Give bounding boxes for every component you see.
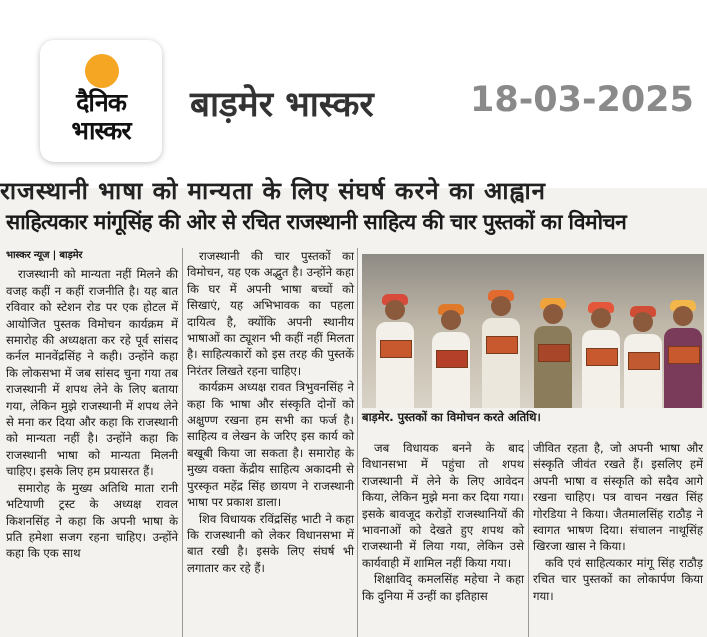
paragraph: कवि एवं साहित्यकार मांगू सिंह राठौड़ रचित चार पुस्तकों का लोकार्पण किया गया। <box>533 555 703 603</box>
logo-text-line2: भास्कर <box>71 116 131 145</box>
person-figure <box>664 306 702 408</box>
paragraph: जीवित रहता है, जो अपनी भाषा और संस्कृति जीवंत रखते हैं। इसलिए हमें अपनी भाषा व संस्कृति को सदैव आगे रखना चाहिए। पत्र वाचन नखत सिंह गोरडिया ने किया। जैतमालसिंह राठौड़ ने स्वागत भाषण दिया। संचालन नाथूसिंह खिरजा खास ने किया। <box>533 441 703 554</box>
person-figure <box>624 312 662 408</box>
article-column-2 <box>187 248 354 637</box>
article-column-4 <box>533 440 703 637</box>
person-figure <box>432 310 470 408</box>
paragraph: कार्यक्रम अध्यक्ष रावत त्रिभुवनसिंह ने कहा कि भाषा और संस्कृति दोनों को अक्षुण्ण रखना हम सभी का फर्ज है। साहित्य व लेखन के जरिए इस कार्य को बखूबी किया जा सकता है। समारोह के मुख्य वक्ता केंद्रीय साहित्य अकादमी से पुरस्कृत महेंद्र सिंह छायण ने राजस्थानी भाषा पर प्रकाश डाला। <box>187 380 354 510</box>
article-column-1 <box>6 248 178 637</box>
article-headline: साहित्यकार मांगूसिंह की ओर से रचित राजस्थानी साहित्य की चार पुस्तकों का विमोचन <box>6 210 627 234</box>
news-clipping <box>0 177 707 637</box>
edition-date: 18-03-2025 <box>470 80 694 120</box>
photo-caption: बाड़मेर. पुस्तकों का विमोचन करते अतिथि। <box>362 410 541 424</box>
person-figure <box>482 296 520 408</box>
paragraph: राजस्थानी को मान्यता नहीं मिलने की वजह कहीं न कहीं राजनीति है। यह बात रविवार को स्टेशन रोड पर एक होटल में आयोजित पुस्तक विमोचन कार्यक्रम में समारोह की अध्यक्षता कर रहे पूर्व सांसद कर्नल मानवेंद्रसिंह ने कही। उन्होंने कहा कि लोकसभा में जब सांसद चुना गया तब राजस्थानी में शपथ लेने के लिए बताया गया, लेकिन मुझे राजस्थानी में शपथ लेने से मना कर दिया और कहा कि राजस्थानी को मान्यता नहीं है। उन्होंने कहा कि राजस्थानी भाषा को मान्यता मिलनी चाहिए। इसके लिए हम प्रयासरत हैं। <box>6 267 178 479</box>
paragraph: जब विधायक बनने के बाद विधानसभा में पहुंचा तो शपथ राजस्थानी में लेने के लिए आवेदन किया, लेकिन मुझे मना कर दिया गया। इसके बावजूद करोड़ों राजस्थानियों की भावनाओं को देखते हुए शपथ को राजस्थानी में लिया गया, लेकिन उसे कार्यवाही में शामिल नहीं किया गया। <box>362 441 524 570</box>
event-photo <box>362 254 704 408</box>
edition-name: बाड़मेर भास्कर <box>190 85 374 125</box>
page-header <box>0 0 707 188</box>
newspaper-logo[interactable] <box>40 40 162 162</box>
cut-off-headline: राजस्थानी भाषा को मान्यता के लिए संघर्ष करने का आह्वान <box>0 177 546 205</box>
paragraph: शिक्षाविद् कमलसिंह महेचा ने कहा कि दुनिया में उन्हीं का इतिहास <box>362 572 524 603</box>
paragraph: राजस्थानी की चार पुस्तकों का विमोचन, यह एक अद्भुत है। उन्होंने कहा कि घर में अपनी भाषा बच्चों को सिखाएं, यह अभिभावक का पहला दायित्व है, क्योंकि अपनी स्थानीय भाषाओं का ट्यूशन भी कहीं नहीं मिलता है। साहित्यकारों को इस तरह की पुस्तकें निरंतर लिखते रहना चाहिए। <box>187 249 354 378</box>
person-figure <box>582 308 620 408</box>
person-figure <box>534 304 572 408</box>
article-column-3 <box>362 440 524 637</box>
paragraph: समारोह के मुख्य अतिथि माता रानी भटियाणी ट्रस्ट के अध्यक्ष रावल किशनसिंह ने कहा कि अपनी भाषा के प्रति हमेशा सजग रहना चाहिए। उन्होंने कहा कि एक साथ <box>6 480 178 561</box>
logo-text-line1: दैनिक <box>76 88 126 117</box>
dateline: भास्कर न्यूज | बाड़मेर <box>6 250 83 261</box>
paragraph: शिव विधायक रविंद्रसिंह भाटी ने कहा कि राजस्थानी को लेकर विधानसभा में बात रखी है। इसके लिए संघर्ष भी लगातार कर रहे हैं। <box>187 511 354 575</box>
sun-icon <box>85 54 119 88</box>
person-figure <box>376 300 414 408</box>
column-divider <box>528 440 529 637</box>
column-divider <box>357 248 358 637</box>
column-divider <box>182 248 183 637</box>
